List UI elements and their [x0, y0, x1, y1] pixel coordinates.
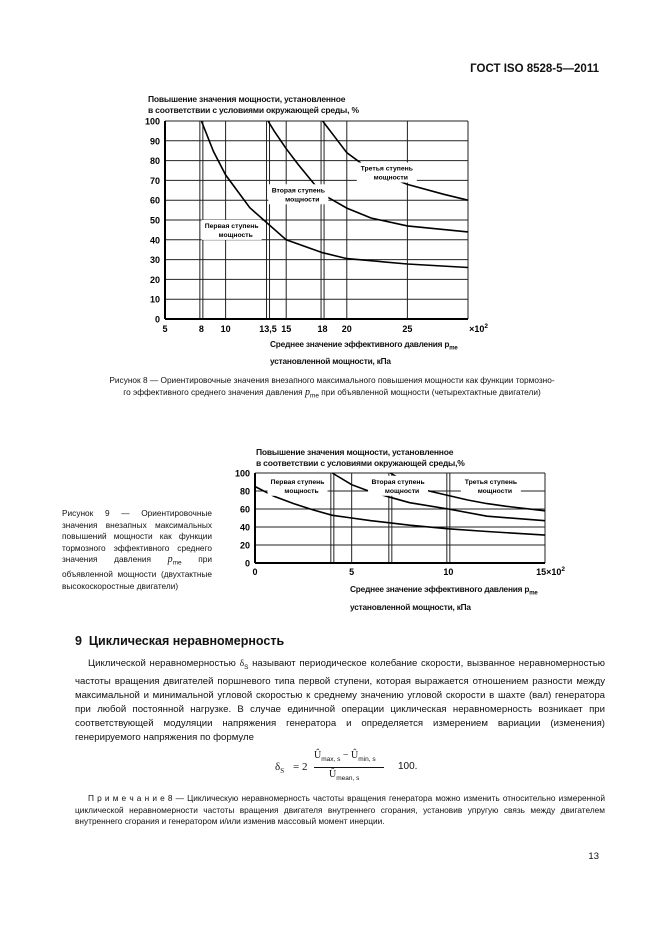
curve-label-1-line1: Первая ступень	[270, 478, 325, 486]
y-tick-label: 10	[149, 294, 160, 305]
y-tick-label: 30	[149, 255, 160, 266]
x-tick-label: 20	[341, 324, 352, 334]
fig9-xlabel-line1: Среднее значение эффективного давления $p_{me}$	[350, 584, 538, 597]
fig9-xlabel-line2: установленной мощности, кПа	[350, 601, 471, 612]
note-8	[75, 793, 605, 828]
section-number: 9	[75, 634, 82, 648]
fig9-ylabel-line1: Повышение значения мощности, установленное	[256, 447, 454, 457]
y-tick-label: 0	[154, 314, 160, 325]
y-tick-label: 80	[239, 486, 250, 497]
curve-label-2-line1: Вторая ступень	[271, 187, 325, 195]
formula-denominator: $Û_{mean, s}$	[329, 769, 360, 782]
formula-numerator: $Û_{max, s}$ − $Û_{min, s}$	[314, 750, 376, 763]
page-number: 13	[588, 851, 599, 862]
y-tick-label: 70	[149, 175, 160, 186]
fig8-xlabel-line1: Среднее значение эффективного давления $p_{me}$	[270, 339, 458, 352]
y-tick-label: 60	[239, 504, 250, 515]
curve-label-3-line2: мощности	[373, 174, 408, 182]
fig9-xlabel	[350, 583, 538, 614]
curve-label-2-line2: мощности	[285, 196, 320, 204]
curve-label-1-line1: Первая ступень	[204, 222, 259, 230]
y-tick-label: 20	[239, 540, 250, 551]
curve-label-2-line1: Вторая ступень	[371, 478, 425, 486]
x-tick-label: 5	[349, 567, 355, 577]
note-label: П р и м е ч а н и е 8	[88, 793, 173, 803]
formula: $\delta_S$ = 2 $Û_{max, s}$ − $Û_{min, s}$ $Û_{mean, s}$ 100.	[275, 750, 418, 782]
fig8-caption-line2: го эффективного среднего значения давления $p_{me}$ при объявленной мощности (четырехтактные двигатели)	[123, 386, 541, 400]
series-line-1	[201, 121, 468, 268]
x-tick-label: 10	[443, 567, 454, 577]
x-tick-label: 15	[281, 324, 292, 334]
y-tick-label: 40	[239, 522, 250, 533]
figure9-chart	[228, 470, 588, 584]
formula-eq: = 2	[293, 761, 308, 773]
fig8-ylabel-line1: Повышение значения мощности, установленное	[148, 94, 346, 104]
x-tick-label: 13,5	[259, 324, 277, 334]
fig8-caption-line1: Рисунок 8 — Ориентировочные значения внезапного максимального повышения мощности как функции тормозно-	[109, 375, 555, 385]
section-title: Циклическая неравномерность	[88, 634, 285, 648]
fig9-ylabel	[256, 447, 465, 469]
curve-label-3-line1: Третья ступень	[360, 165, 413, 173]
formula-fraction-bar	[314, 767, 384, 768]
x-tick-label: 8	[198, 324, 204, 334]
curve-label-1-line2: мощность	[284, 487, 319, 495]
x-tick-label: $15\times 10^2$	[536, 566, 565, 577]
curve-label-3-line2: мощности	[477, 487, 513, 495]
section-paragraph: Циклической неравномерностью $\delta_S$ называют периодическое колебание скорости, вызванное неравномерностью частоты вращения двигателей поршневого типа первой ступени, которая выражается отношением разности между максимальной и минимальной угловой скоростью к среднему значению угловой скорости в шахте (вал) генератора при любой постоянной нагрузке. В случае единичной операции циклическая неравномерность возникает при соответствующей модуляции напряжения генератора и определяется измерением вариации (изменения) генерируемого напряжения по формуле	[75, 658, 606, 743]
fig9-ylabel-line2: в соответствии с условиями окружающей среды,%	[256, 458, 465, 468]
y-tick-label: 20	[149, 274, 160, 285]
y-tick-label: 40	[149, 235, 160, 246]
figure8-chart	[130, 116, 500, 340]
curve-label-2-line2: мощности	[384, 487, 420, 495]
y-tick-label: 100	[144, 116, 160, 127]
fig8-ylabel-line2: в соответствии с условиями окружающей среды, %	[148, 105, 359, 115]
y-tick-label: 50	[149, 215, 160, 226]
x-tick-label: 18	[317, 324, 328, 334]
section-heading	[75, 634, 284, 648]
formula-factor: 100.	[398, 761, 418, 772]
fig8-ylabel	[148, 94, 359, 116]
y-tick-label: 60	[149, 195, 160, 206]
y-tick-label: 80	[149, 156, 160, 167]
x-tick-label: 0	[252, 567, 258, 577]
fig8-xlabel-line2: установленной мощности, кПа	[270, 355, 391, 366]
y-tick-label: 100	[234, 470, 250, 479]
y-tick-label: 90	[149, 136, 160, 147]
figure8-caption	[62, 375, 602, 402]
x-tick-label: 10	[220, 324, 231, 334]
y-tick-label: 0	[244, 558, 250, 569]
x-tick-label: $\times 10^2$	[469, 323, 488, 334]
x-tick-label: 5	[162, 324, 168, 334]
figure9-caption: Рисунок 9 — Ориентировочные значения внезапных максимальных повышений мощности как функции тормозного эффективного среднего значения давления $p_{me}$ при объявленной мощности (двухтактные высокоскоростные двигатели)	[62, 508, 213, 591]
note-text: — Циклическую неравномерность частоты вращения генератора можно изменить относительно измеренной циклической неравномерности частоты вращения двигателя внутреннего сгорания, установив упругую связь между двигателем внутреннего сгорания и генератором и/или изменив массовый момент инерции.	[75, 793, 605, 827]
x-tick-label: 25	[402, 324, 413, 334]
fig8-xlabel	[270, 338, 458, 367]
curve-label-3-line1: Третья ступень	[464, 478, 518, 486]
curve-label-1-line2: мощность	[218, 231, 253, 239]
document-header: ГОСТ ISO 8528-5—2011	[470, 63, 599, 75]
formula-lhs: δ	[275, 761, 281, 773]
